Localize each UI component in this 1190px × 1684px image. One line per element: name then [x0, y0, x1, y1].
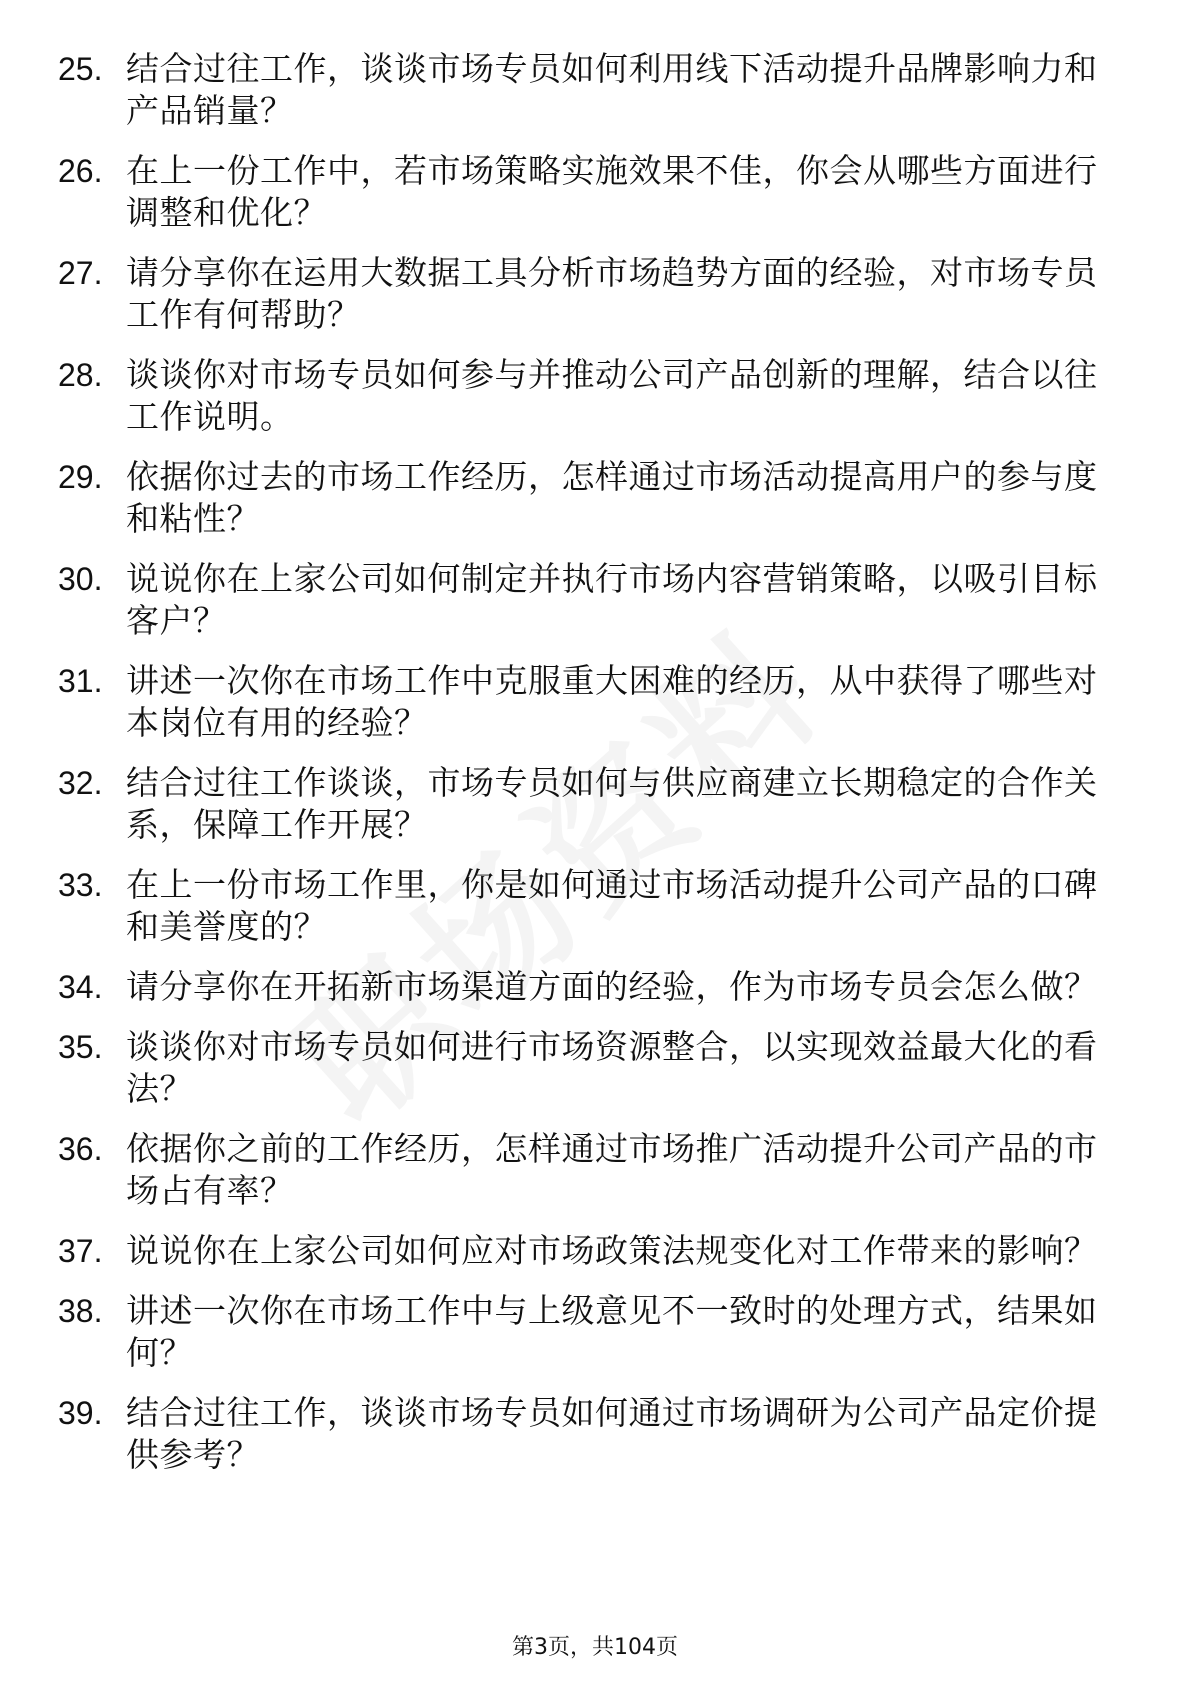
question-item	[58, 966, 1118, 1008]
question-number: 39.	[58, 1395, 103, 1431]
question-text: 讲述一次你在市场工作中与上级意见不一致时的处理方式，结果如何？	[126, 1291, 1098, 1372]
question-text: 在上一份市场工作里，你是如何通过市场活动提升公司产品的口碑和美誉度的？	[126, 865, 1098, 946]
page-number-label: 第3页，共104页	[512, 1635, 678, 1660]
question-item	[58, 1230, 1118, 1272]
question-item	[58, 1392, 1118, 1476]
question-number: 33.	[58, 867, 103, 903]
question-item	[58, 48, 1118, 132]
question-number: 37.	[58, 1233, 103, 1269]
question-item	[58, 354, 1118, 438]
question-item	[58, 456, 1118, 540]
question-text: 结合过往工作，谈谈市场专员如何利用线下活动提升品牌影响力和产品销量？	[126, 49, 1098, 130]
question-number: 26.	[58, 153, 103, 189]
question-item	[58, 252, 1118, 336]
question-item	[58, 762, 1118, 846]
question-text: 讲述一次你在市场工作中克服重大困难的经历，从中获得了哪些对本岗位有用的经验？	[126, 661, 1098, 742]
question-text: 谈谈你对市场专员如何进行市场资源整合，以实现效益最大化的看法？	[126, 1027, 1098, 1108]
question-text: 谈谈你对市场专员如何参与并推动公司产品创新的理解，结合以往工作说明。	[126, 355, 1098, 436]
question-text: 依据你之前的工作经历，怎样通过市场推广活动提升公司产品的市场占有率？	[126, 1129, 1098, 1210]
question-text: 依据你过去的市场工作经历，怎样通过市场活动提高用户的参与度和粘性？	[126, 457, 1098, 538]
question-text: 说说你在上家公司如何应对市场政策法规变化对工作带来的影响？	[126, 1231, 1098, 1270]
question-item	[58, 1290, 1118, 1374]
question-number: 27.	[58, 255, 103, 291]
question-number: 36.	[58, 1131, 103, 1167]
question-number: 34.	[58, 969, 103, 1005]
question-item	[58, 150, 1118, 234]
question-item	[58, 558, 1118, 642]
question-item	[58, 1128, 1118, 1212]
question-text: 请分享你在运用大数据工具分析市场趋势方面的经验，对市场专员工作有何帮助？	[126, 253, 1098, 334]
question-number: 35.	[58, 1029, 103, 1065]
question-text: 请分享你在开拓新市场渠道方面的经验，作为市场专员会怎么做？	[126, 967, 1098, 1006]
question-number: 38.	[58, 1293, 103, 1329]
page-footer	[0, 1634, 1190, 1662]
question-text: 在上一份工作中，若市场策略实施效果不佳，你会从哪些方面进行调整和优化？	[126, 151, 1098, 232]
question-item	[58, 864, 1118, 948]
question-number: 31.	[58, 663, 103, 699]
question-number: 30.	[58, 561, 103, 597]
question-number: 25.	[58, 51, 103, 87]
question-list	[58, 48, 1118, 1494]
question-item	[58, 1026, 1118, 1110]
question-text: 结合过往工作谈谈，市场专员如何与供应商建立长期稳定的合作关系，保障工作开展？	[126, 763, 1098, 844]
question-text: 说说你在上家公司如何制定并执行市场内容营销策略，以吸引目标客户？	[126, 559, 1098, 640]
question-number: 29.	[58, 459, 103, 495]
question-item	[58, 660, 1118, 744]
question-text: 结合过往工作，谈谈市场专员如何通过市场调研为公司产品定价提供参考？	[126, 1393, 1098, 1474]
question-number: 28.	[58, 357, 103, 393]
question-number: 32.	[58, 765, 103, 801]
